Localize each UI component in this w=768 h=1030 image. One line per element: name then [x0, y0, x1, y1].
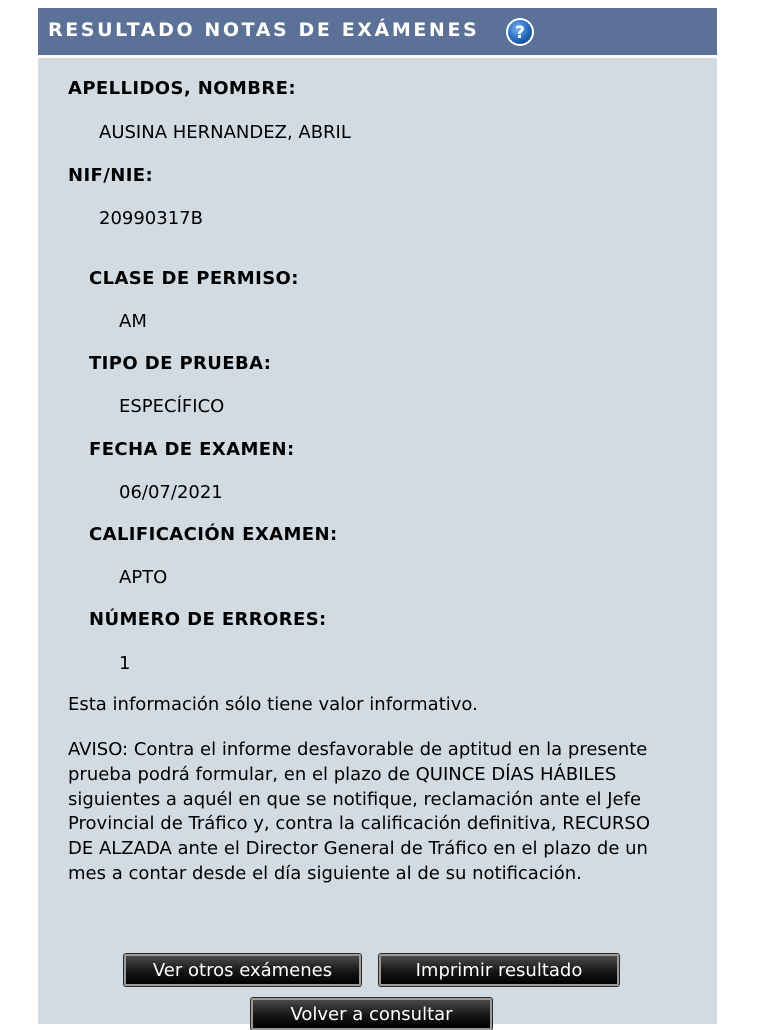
permit-class-value: AM: [119, 311, 147, 332]
nif-label: NIF/NIE:: [68, 165, 154, 186]
test-type-value: ESPECÍFICO: [119, 396, 225, 417]
svg-text:?: ?: [515, 23, 525, 43]
nif-value: 20990317B: [99, 208, 203, 229]
help-question-icon[interactable]: [505, 17, 535, 47]
permit-class-label: CLASE DE PERMISO:: [89, 268, 299, 289]
appeal-warning: AVISO: Contra el informe desfavorable de aptitud en la presente prueba podrá formular, en el plazo de QUINCE DÍAS HÁBILES siguientes a aquél en que se notifique, reclamación ante el Jefe Provincial de Tráfico y, contra la calificación definitiva, RECURSO DE ALZADA ante el Director General de Tráfico en el plazo de un mes a contar desde el día siguiente al de su notificación.: [68, 739, 651, 884]
info-note: Esta información sólo tiene valor informativo.: [68, 694, 478, 715]
error-count-label: NÚMERO DE ERRORES:: [89, 609, 327, 630]
back-to-query-button[interactable]: Volver a consultar: [251, 998, 492, 1030]
panel-header: [38, 8, 717, 58]
exam-grade-label: CALIFICACIÓN EXAMEN:: [89, 524, 338, 545]
test-type-label: TIPO DE PRUEBA:: [89, 353, 272, 374]
name-label: APELLIDOS, NOMBRE:: [68, 78, 296, 99]
other-exams-button[interactable]: Ver otros exámenes: [124, 954, 361, 986]
exam-date-label: FECHA DE EXAMEN:: [89, 439, 295, 460]
exam-grade-value: APTO: [119, 567, 168, 588]
name-value: AUSINA HERNANDEZ, ABRIL: [99, 122, 351, 143]
page-title: RESULTADO NOTAS DE EXÁMENES: [48, 19, 480, 41]
results-panel: [38, 8, 717, 1024]
print-result-button[interactable]: Imprimir resultado: [379, 954, 619, 986]
exam-date-value: 06/07/2021: [119, 482, 223, 503]
error-count-value: 1: [119, 653, 131, 674]
